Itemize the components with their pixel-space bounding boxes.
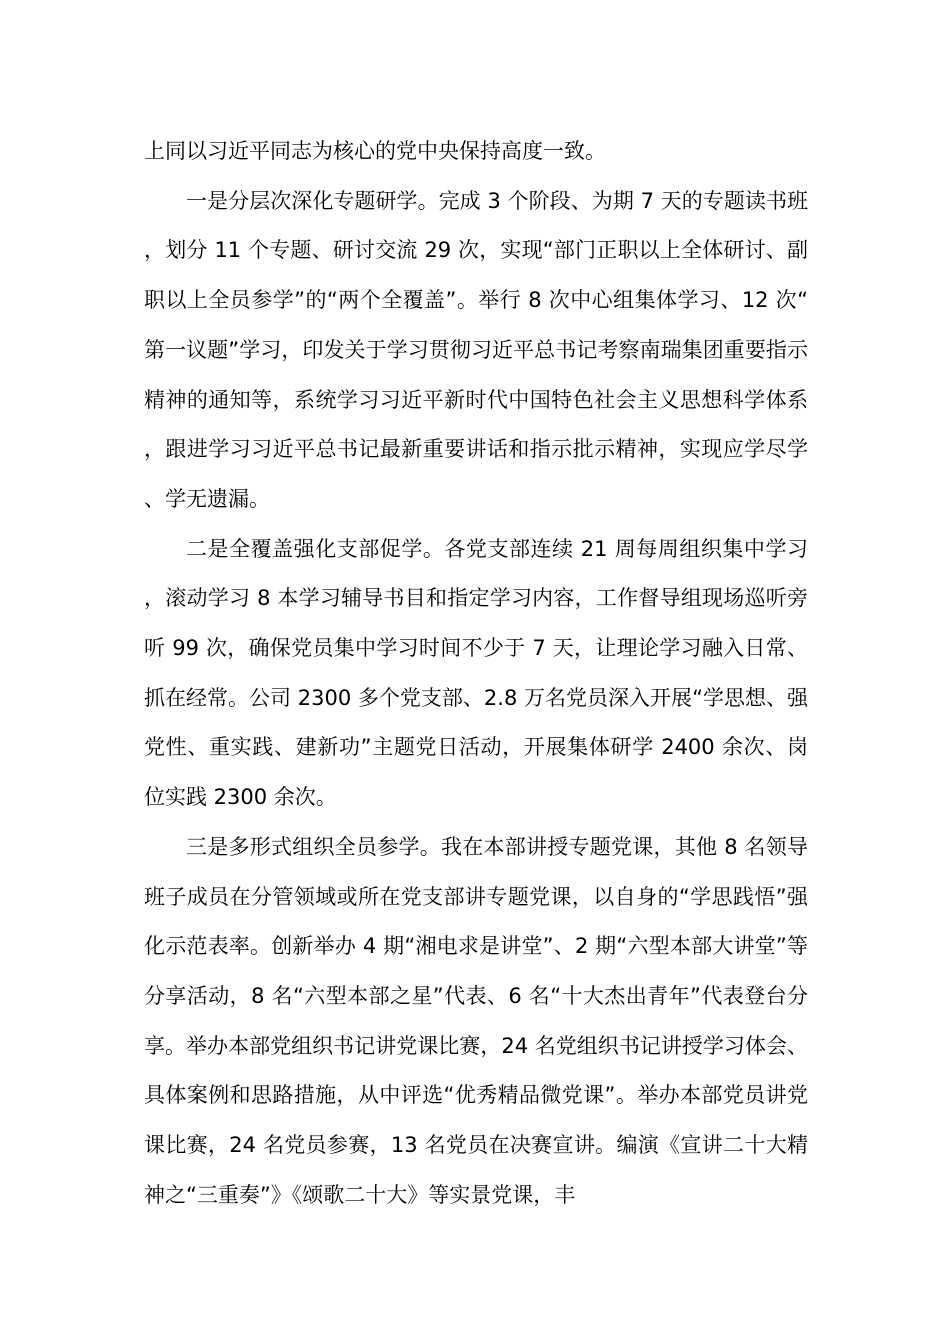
text-line: 瑞集团重要指示精神的通知等，系统学习习近平新时代中国特色社 — [144, 337, 809, 412]
text-line: 习、12 次“第一议题”学习，印发关于学习贯彻习近平总书记考察南 — [144, 288, 808, 362]
text-line: 班，划分 11 个专题、研讨交流 29 次，实现“部门正职以上全体研 — [144, 188, 808, 263]
text-line: 会主义思想科学体系，跟进学习习近平总书记最新重要讲话和指示 — [144, 387, 808, 462]
text-line: 导班子成员在分管领域或所在党支部讲专题党课，以自身的“学思践 — [144, 834, 808, 909]
text-line: 学 2400 余次、岗位实践 2300 余次。 — [144, 735, 808, 810]
text-line: 表登台分享。举办本部党组织书记讲党课比赛，24 名党组织书记讲 — [144, 983, 809, 1058]
text-line: 开展“学思想、强党性、重实践、建新功”主题党日活动，开展集体研 — [144, 685, 808, 760]
paragraph-intro-continuation — [144, 127, 808, 177]
text-line: 授学习体会、具体案例和思路措施，从中评选“优秀精品微党课”。举 — [144, 1033, 808, 1108]
text-line: 融入日常、抓在经常。公司 2300 多个党支部、2.8 万名党员深入 — [144, 636, 808, 710]
text-line: 编演《宣讲二十大精神之“三重奏”》《颂歌二十大》等实景党课，丰 — [144, 1133, 809, 1207]
paragraph-all-member-study — [144, 823, 808, 1221]
text-line: 办本部党员讲党课比赛，24 名党员参赛，13 名党员在决赛宣讲。 — [144, 1083, 808, 1158]
text-line: 批示精神，实现应学尽学、学无遗漏。 — [144, 437, 809, 511]
text-line: 讨、副职以上全员参学”的“两个全覆盖”。举行 8 次中心组集体学 — [144, 238, 808, 313]
text-line: 悟”强化示范表率。创新举办 4 期“湘电求是讲堂”、2 期“六型本部大 — [144, 884, 808, 959]
text-line: 讲堂”等分享活动，8 名“六型本部之星”代表、6 名“十大杰出青年”代 — [144, 934, 808, 1008]
text-line: 二是全覆盖强化支部促学。各党支部连续 21 周每周组织集中学 — [186, 536, 787, 561]
document-page — [144, 127, 808, 1220]
text-line: 一是分层次深化专题研学。完成 3 个阶段、为期 7 天的专题读书 — [186, 188, 787, 213]
paragraph-branch-study — [144, 525, 808, 823]
text-line: 三是多形式组织全员参学。我在本部讲授专题党课，其他 8 名领 — [186, 834, 787, 859]
text-line: 巡听旁听 99 次，确保党员集中学习时间不少于 7 天，让理论学习 — [144, 586, 809, 661]
text-line: 习，滚动学习 8 本学习辅导书目和指定学习内容，工作督导组现场 — [144, 536, 808, 611]
paragraph-layered-study — [144, 177, 808, 525]
text-line: 上同以习近平同志为核心的党中央保持高度一致。 — [144, 139, 606, 163]
